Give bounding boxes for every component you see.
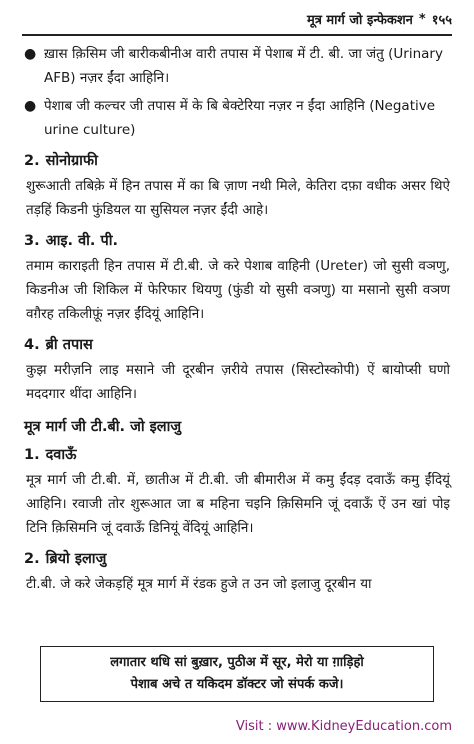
bullet-dot-icon: ● xyxy=(24,46,37,62)
bullet-text: पेशाब जी कल्चर जी तपास में के बि बेक्टेरिया नज़र न ईंदा आहिनि (Negative urine culture) xyxy=(44,98,436,138)
header-rule xyxy=(22,34,452,36)
bullet-item xyxy=(24,42,450,90)
bullet-text: ख़ास क़िसिम जी बारीकबीनीअ वारी तपास में पेशाब में टी. बी. जा जंतु (Urinary AFB) नज़र ईंदा आहिनि। xyxy=(44,46,443,86)
subsection-title: ब्रियो इलाजु xyxy=(45,551,107,567)
notice-line-2: पेशाब अचे त यकिदम डॉक्टर जो संपर्क कजे। xyxy=(130,677,344,692)
section-number: 4. xyxy=(24,337,40,353)
notice-line-1: लगातार थधि सां बुख़ार, पुठीअ में सूर, मेरो या ग़ाड़िहो xyxy=(110,655,364,670)
section-number: 3. xyxy=(24,233,40,249)
subsection-paragraph: मूत्र मार्ग जी टी.बी. में, छातीअ में टी.बी. जी बीमारीअ में कमु ईंदड़ दवाऊँ कमु ईंदियूं आहिनि। रवाजी तोर शुरूआत जा ब महिना चइनि क़िसिमनि जूं दवाऊँ ऐं उन खां पोइ टिनि क़िसिमनि जूं दवाऊँ डिनियूं वेंदियूं आहिनि। xyxy=(26,472,450,536)
section-paragraph: तमाम काराइती हिन तपास में टी.बी. जे करे पेशाब वाहिनी (Ureter) जो सुसी वञणु, किडनीअ जी शिकिल में फेरिफार थियणु (फुंडी यो सुसी वञणु) या मसानो सुसी वञण वग़ैरह तकिलीफ़ूं नज़र ईंदियूं आहिनि। xyxy=(26,258,450,322)
bullet-dot-icon: ● xyxy=(24,98,37,114)
section-paragraph: कुझ मरीज़नि लाइ मसाने जी दूरबीन ज़रीये तपास (सिस्टोस्कोपी) ऐं बायोप्सी घणो मददगार थींदा आहिनि। xyxy=(26,362,450,402)
section-heading xyxy=(24,150,450,170)
subsection-title: दवाऊँ xyxy=(45,447,77,463)
section-heading xyxy=(24,334,450,354)
section-title: आइ. वी. पी. xyxy=(45,233,118,249)
subsection-heading xyxy=(24,444,450,464)
subsection-paragraph: टी.बी. जे करे जेकड़हिं मूत्र मार्ग में रंडक हुजे त उन जो इलाजु दूरबीन या xyxy=(26,576,372,592)
header-title: मूत्र मार्ग जो इन्फेकशन xyxy=(306,13,413,28)
page-number: १५५ xyxy=(431,13,452,28)
subsection-heading xyxy=(24,548,450,568)
treatment-heading: मूत्र मार्ग जी टी.बी. जो इलाजु xyxy=(24,419,182,435)
section-number: 2. xyxy=(24,153,40,169)
page-header xyxy=(0,6,474,32)
section-paragraph: शुरूआती तबिक़े में हिन तपास में का बि ज़ाण नथी मिले, केतिरा दफ़ा वधीक असर थिऐ तड़हिं किडनी फुंडियल या सुसियल नज़र ईंदी आहे। xyxy=(26,178,450,218)
subsection-number: 2. xyxy=(24,551,40,567)
page-content xyxy=(24,42,450,600)
notice-box xyxy=(40,646,434,702)
bullet-item xyxy=(24,94,450,142)
section-title: ब्री तपास xyxy=(45,337,93,353)
footer-link[interactable]: Visit : www.KidneyEducation.com xyxy=(235,719,452,734)
section-title: सोनोग्राफी xyxy=(45,153,98,169)
header-star: * xyxy=(418,11,426,27)
subsection-number: 1. xyxy=(24,447,40,463)
section-heading xyxy=(24,230,450,250)
